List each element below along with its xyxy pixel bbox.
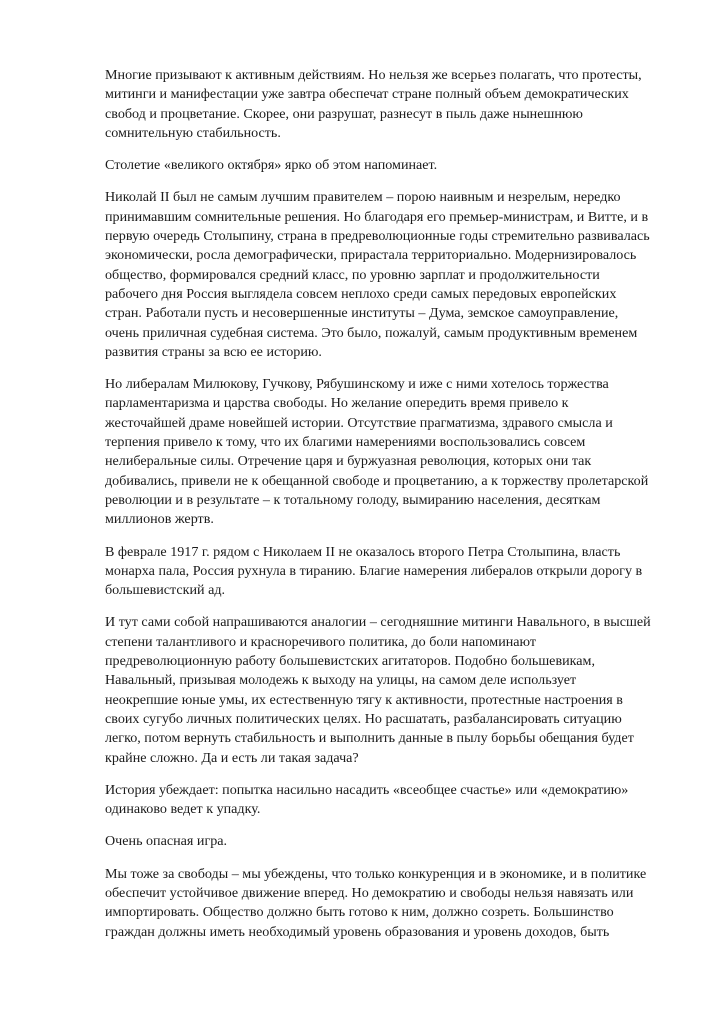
- text-line: В феврале 1917 г. рядом с Николаем II не оказалось второго Петра Столыпина, власть: [105, 543, 621, 560]
- text-line: первую очередь Столыпину, страна в предреволюционные годы стремительно развивалась: [105, 228, 650, 245]
- text-line: большевистский ад.: [105, 582, 226, 599]
- text-line: стран. Работали пусть и несовершенные институты – Дума, земское самоуправление,: [105, 305, 619, 322]
- text-line: нелиберальные силы. Отречение царя и буржуазная революция, которых они так: [105, 453, 592, 470]
- text-line: И тут сами собой напрашиваются аналогии – сегодняшние митинги Навального, в высшей: [105, 614, 651, 631]
- text-line: степени талантливого и красноречивого политика, до боли напоминают: [105, 633, 537, 650]
- text-line: граждан должны иметь необходимый уровень образования и уровень доходов, быть: [105, 923, 610, 940]
- text-line: одинаково ведет к упадку.: [105, 801, 261, 818]
- text-line: предреволюционную работу большевистских агитаторов. Подобно большевикам,: [105, 653, 595, 670]
- text-line: Мы тоже за свободы – мы убеждены, что только конкуренция и в экономике, и в политике: [105, 865, 647, 882]
- paragraph: [105, 375, 677, 529]
- paragraph: [105, 865, 677, 942]
- text-line: Столетие «великого октября» ярко об этом напоминает.: [105, 157, 438, 174]
- text-line: парламентаризма и царства свободы. Но желание опередить время привело к: [105, 395, 569, 412]
- text-line: сомнительную стабильность.: [105, 124, 281, 141]
- text-line: обеспечит устойчивое движение вперед. Но демократию и свободы нельзя навязать или: [105, 884, 634, 901]
- text-line: Николай II был не самым лучшим правителем – порою наивным и незрелым, нередко: [105, 189, 621, 206]
- text-line: легко, потом вернуть стабильность и выполнить данные в пылу борьбы обещания будет: [105, 730, 634, 747]
- text-line: Многие призывают к активным действиям. Но нельзя же всерьез полагать, что протесты,: [105, 67, 642, 83]
- text-line: революции и в результате – к тотальному голоду, вымиранию населения, десяткам: [105, 491, 601, 508]
- text-line: жесточайшей драме новейшей истории. Отсутствие прагматизма, здравого смысла и: [105, 414, 613, 431]
- paragraph: [105, 66, 677, 143]
- text-line: свобод и процветание. Скорее, они разрушат, разнесут в пыль даже нынешнюю: [105, 105, 583, 122]
- text-line: принимавшим сомнительные решения. Но благодаря его премьер-министрам, и Витте, и в: [105, 208, 649, 225]
- text-line: Но либералам Милюкову, Гучкову, Рябушинскому и иже с ними хотелось торжества: [105, 376, 609, 393]
- text-line: Очень опасная игра.: [105, 833, 228, 850]
- paragraph: [105, 156, 677, 175]
- text-line: крайне сложно. Да и есть ли такая задача?: [105, 749, 359, 766]
- paragraph: [105, 781, 677, 820]
- text-line: История убеждает: попытка насильно насадить «всеобщее счастье» или «демократию»: [105, 781, 629, 798]
- text-line: рабочего дня Россия выглядела совсем неплохо среди самых передовых европейских: [105, 285, 617, 302]
- text-line: экономически, росла демографически, прирастала территориально. Модернизировалось: [105, 247, 637, 264]
- text-line: монарха пала, Россия рухнула в тиранию. Благие намерения либералов открыли дорогу в: [105, 562, 643, 579]
- text-line: развития страны за всю ее историю.: [105, 343, 322, 360]
- text-line: миллионов жертв.: [105, 511, 214, 528]
- text-line: очень приличная судебная система. Это было, пожалуй, самым продуктивным временем: [105, 324, 638, 341]
- paragraph: [105, 613, 677, 767]
- text-line: своих сугубо личных политических целях. Но расшатать, разбалансировать ситуацию: [105, 710, 622, 727]
- text-line: импортировать. Общество должно быть готово к ним, должно созреть. Большинство: [105, 904, 614, 921]
- text-line: митинги и манифестации уже завтра обеспечат стране полный объем демократических: [105, 86, 629, 103]
- paragraph: [105, 543, 677, 601]
- text-line: терпения привело к тому, что их благими намерениями воспользовались совсем: [105, 434, 586, 451]
- paragraph: [105, 832, 677, 851]
- text-line: Навальный, призывая молодежь к выходу на улицы, на самом деле использует: [105, 672, 577, 689]
- paragraph: [105, 188, 677, 362]
- text-line: общество, формировался средний класс, по уровню зарплат и продолжительности: [105, 266, 600, 283]
- document-body: [105, 66, 677, 955]
- text-line: неокрепшие юные умы, их естественную тягу к активности, протестные настроения в: [105, 691, 623, 708]
- text-line: добивались, привели не к обещанной свободе и процветанию, а к торжеству пролетарской: [105, 472, 649, 489]
